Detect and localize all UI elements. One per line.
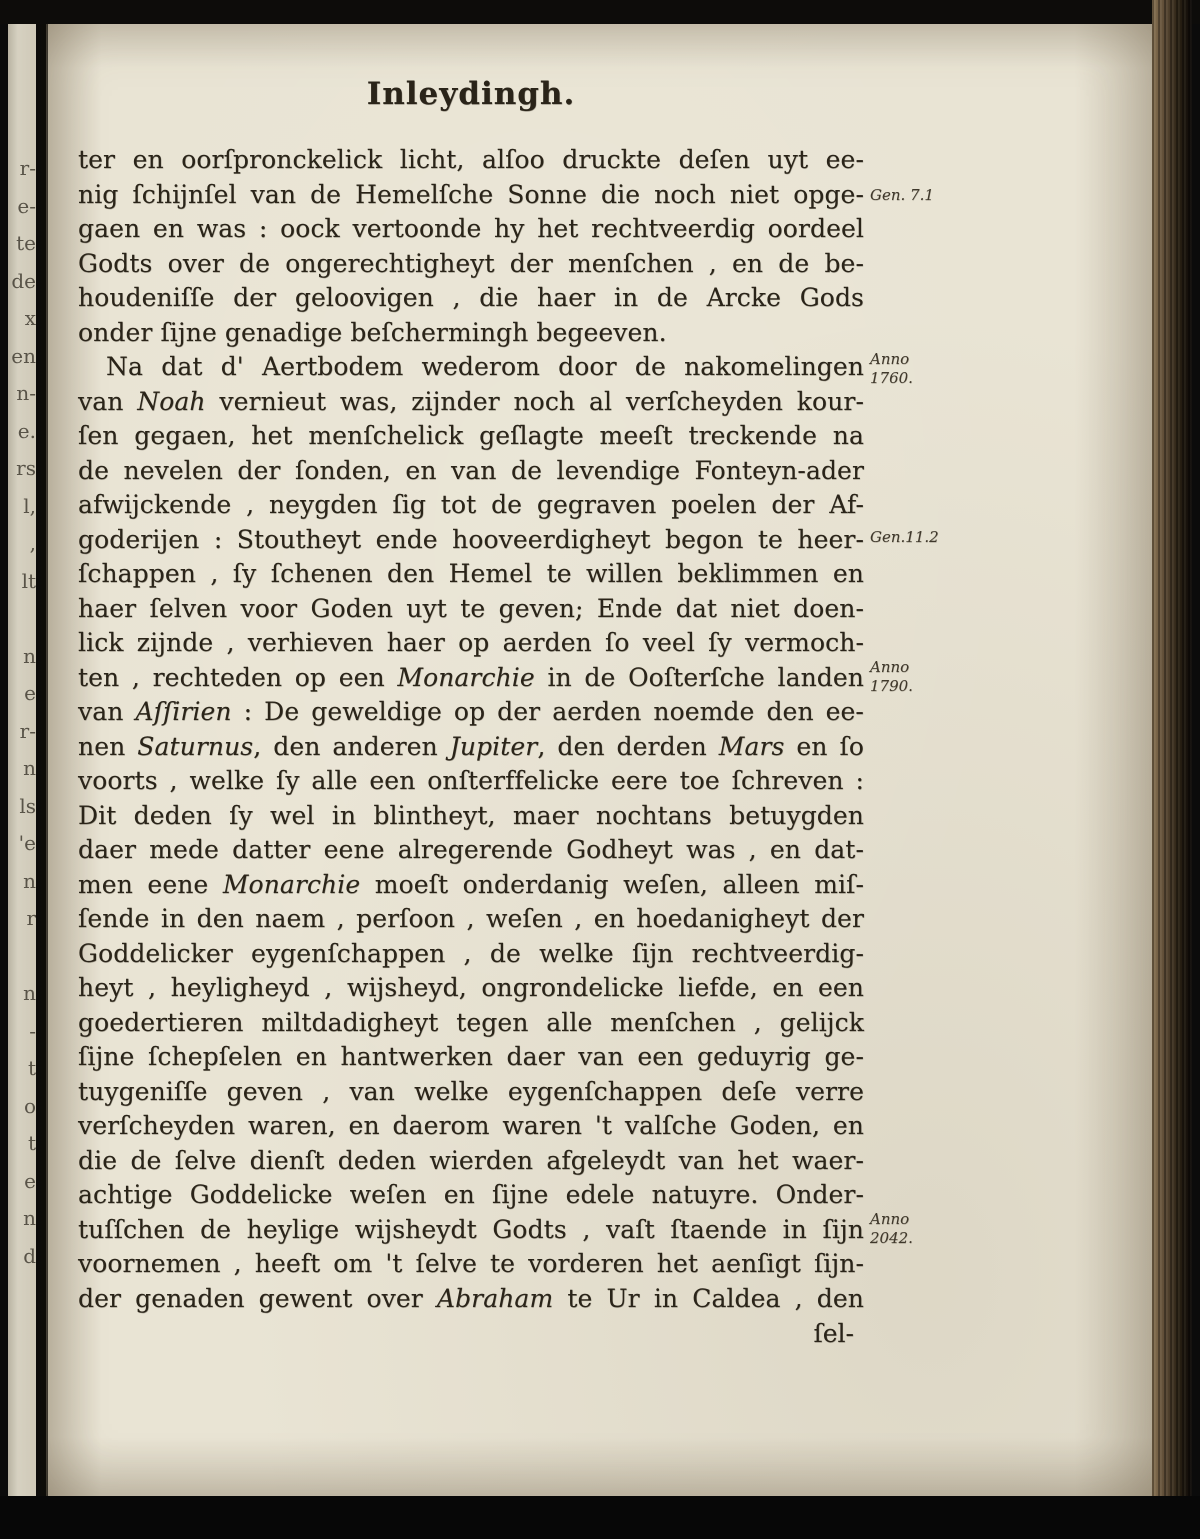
margin-note-line: Gen. 7.1 — [870, 186, 934, 204]
previous-page-fragment: e — [24, 1168, 36, 1193]
text-line: daer mede datter eene alregerende Godheyt was , en dat- — [78, 835, 864, 864]
previous-page-fragment: n — [23, 868, 36, 893]
previous-page-fragment: n — [23, 1206, 36, 1230]
text-line: ten , rechteden op een Monarchie in de Ooſterſche landen — [78, 662, 864, 692]
text-line: van Aſſirien : De geweldige op der aerden noemde den ee- — [78, 697, 864, 726]
text-line: gaen en was : oock vertoonde hy het rechtveerdig oordeel — [78, 214, 864, 243]
margin-note-line: Anno — [870, 1210, 910, 1228]
previous-page-fragment: e. — [17, 418, 36, 443]
previous-page-text-fragments — [10, 150, 36, 1275]
margin-note-anno-2042 — [870, 1210, 970, 1248]
previous-page-fragment — [10, 600, 36, 638]
previous-page-fragment: r — [26, 906, 36, 930]
page-header: Inleydingh. — [366, 76, 576, 112]
text-line: de nevelen der ſonden, en van de levendige Fonteyn-ader — [78, 455, 864, 485]
previous-page-fragment: x — [24, 306, 36, 330]
text-line: ſende in den naem , perſoon , weſen , en hoedanigheyt der — [78, 904, 864, 933]
previous-page-fragment: , — [29, 531, 36, 555]
text-line: tuſſchen de heylige wijsheydt Godts , vaſt ſtaende in ſijn — [78, 1214, 864, 1244]
previous-page-fragment: n- — [16, 381, 36, 405]
text-line: nen Saturnus, den anderen Jupiter, den derden Mars en ſo — [78, 731, 864, 761]
previous-page-fragment: t — [27, 1131, 36, 1155]
previous-page-fragment: n — [23, 643, 36, 668]
text-line: haer ſelven voor Goden uyt te geven; Ende dat niet doen- — [78, 593, 864, 623]
previous-page-edge — [8, 24, 36, 1496]
previous-page-fragment: n — [23, 756, 36, 780]
previous-page-fragment: en — [11, 343, 36, 368]
text-line: lick zijnde , verhieven haer op aerden ſo veel ſy vermoch- — [78, 628, 864, 657]
text-line: Na dat d' Aertbodem wederom door de nakomelingen — [106, 352, 864, 381]
previous-page-fragment: e- — [17, 193, 36, 218]
text-line: onder ſijne genadige beſchermingh begeeven. — [78, 317, 667, 347]
scan-bottom-border — [0, 1496, 1200, 1539]
text-line: voorts , welke ſy alle een onſterffelicke eere toe ſchreven : — [78, 766, 864, 795]
previous-page-fragment: de — [11, 268, 36, 293]
text-line: van Noah vernieut was, zijnder noch al verſcheyden kour- — [78, 386, 864, 416]
text-line: voornemen , heeft om 't ſelve te vorderen het aenſigt ſijn- — [78, 1249, 864, 1278]
margin-note-line: Gen.11.2 — [870, 528, 939, 546]
previous-page-fragment: lt — [21, 568, 36, 593]
text-line: ſchappen , ſy ſchenen den Hemel te willen beklimmen en — [78, 559, 864, 588]
previous-page-fragment: o — [23, 1093, 36, 1118]
gutter-shadow — [36, 24, 48, 1496]
text-line: houdeniſſe der geloovigen , die haer in de Arcke Gods — [78, 283, 864, 312]
previous-page-fragment: r- — [19, 156, 36, 180]
text-line: ter en oorſpronckelick licht, alſoo druckte deſen uyt ee- — [78, 145, 864, 174]
text-line: die de ſelve dienſt deden wierden afgeleydt van het waer- — [78, 1145, 864, 1175]
margin-note-line: Anno — [870, 350, 910, 368]
margin-note-line: 1760. — [870, 369, 913, 387]
previous-page-fragment: r- — [19, 718, 36, 743]
text-line: goderijen : Stoutheyt ende hooveerdigheyt begon te heer- — [78, 524, 864, 554]
book-binding-edge — [1152, 0, 1192, 1539]
margin-note-line: Anno — [870, 658, 910, 676]
text-line: men eene Monarchie moeſt onderdanig weſen, alleen miſ- — [78, 869, 865, 899]
previous-page-fragment: d — [23, 1243, 36, 1268]
margin-note-line: 2042. — [870, 1229, 913, 1247]
text-line: nig ſchijnſel van de Hemelſche Sonne die noch niet opge- — [78, 179, 864, 209]
previous-page-fragment: te — [16, 231, 36, 255]
text-line: achtige Goddelicke weſen en ſijne edele natuyre. Onder- — [78, 1180, 864, 1209]
text-line: Goddelicker eygenſchappen , de welke ſijn rechtveerdig- — [78, 938, 864, 968]
previous-page-fragment: t — [27, 1056, 36, 1080]
text-line: verſcheyden waren, en daerom waren 't valſche Goden, en — [78, 1111, 864, 1140]
catchword: ſel- — [813, 1319, 854, 1348]
margin-note-gen-11 — [870, 528, 970, 547]
previous-page-fragment: 'e — [18, 831, 36, 855]
previous-page-fragment: ls — [19, 793, 36, 818]
margin-note-line: 1790. — [870, 677, 913, 695]
previous-page-fragment: - — [29, 1018, 36, 1043]
text-line: afwijckende , neygden ſig tot de gegraven poelen der Af- — [78, 490, 864, 519]
scan-top-border — [0, 0, 1200, 24]
previous-page-fragment: rs — [16, 456, 36, 480]
margin-note-gen-7 — [870, 186, 970, 205]
text-line: goedertieren miltdadigheyt tegen alle menſchen , gelijck — [78, 1007, 864, 1037]
text-block — [78, 143, 864, 1316]
text-line: Godts over de ongerechtigheyt der menſchen , en de be- — [78, 248, 864, 278]
previous-page-fragment: n — [23, 981, 36, 1005]
text-line: heyt , heyligheyd , wijsheyd, ongrondelicke liefde, en een — [78, 973, 864, 1002]
text-line: der genaden gewent over Abraham te Ur in Caldea , den — [78, 1283, 864, 1313]
margin-note-anno-1790 — [870, 658, 970, 696]
text-line: Dit deden ſy wel in blintheyt, maer nochtans betuygden — [78, 800, 864, 830]
margin-note-anno-1760 — [870, 350, 970, 388]
text-line: ſijne ſchepſelen en hantwerken daer van een geduyrig ge- — [78, 1042, 864, 1071]
previous-page-fragment: l, — [23, 493, 36, 518]
text-line: tuygeniſſe geven , van welke eygenſchappen deſe verre — [78, 1076, 864, 1106]
book-page — [46, 24, 1152, 1496]
text-line: ſen gegaen, het menſchelick geſlagte meeſt treckende na — [78, 421, 864, 450]
previous-page-fragment — [10, 938, 36, 976]
previous-page-fragment: e — [24, 681, 36, 705]
